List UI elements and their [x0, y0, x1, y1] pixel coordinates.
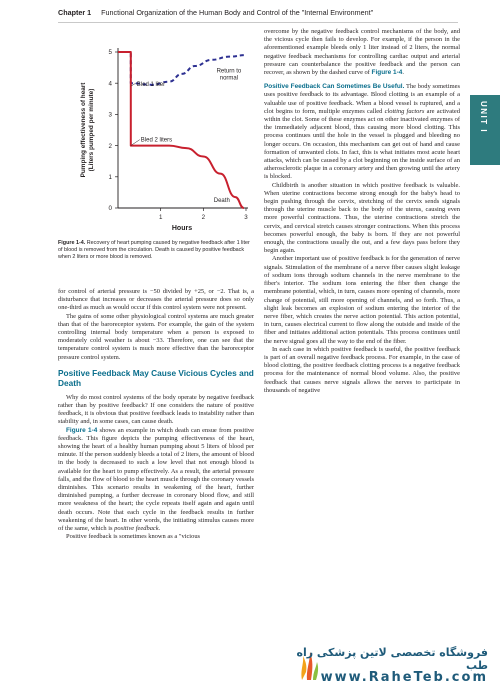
x-tick-label: 1 — [158, 214, 163, 221]
x-tick-label: 3 — [244, 214, 248, 221]
caption-label: Figure 1-4. — [58, 240, 86, 246]
unit-tab-label: UNIT I — [479, 101, 488, 134]
section-heading: Positive Feedback May Cause Vicious Cycles and Death — [58, 367, 254, 389]
annotation-return-2: normal — [219, 75, 239, 82]
left-para-5: Positive feedback is sometimes known as a "vicious — [66, 533, 201, 541]
chart-annotations — [131, 68, 242, 203]
x-axis-title: Hours — [171, 225, 193, 232]
left-para-4 — [58, 427, 254, 534]
annotation-bled-2: Bled 2 liters — [140, 137, 173, 144]
figure-link[interactable]: Figure 1-4 — [66, 426, 98, 434]
y-tick-label: 4 — [108, 80, 112, 88]
right-column — [264, 28, 460, 395]
right-para-1-a: overcome by the negative feedback control mechanisms of the body, and the vicious cycle then fails to develop. For example, if the person in the aforementioned example bleeds only 1 liter instead of 2 liters, the normal negative feedback mechanisms for controlling cardiac output and arterial pressure can counterbalance the positive feedback and the person can recover, as shown by the dashed curve of — [264, 28, 460, 77]
left-column — [58, 288, 254, 541]
watermark-footer — [290, 640, 500, 700]
header-rule — [58, 22, 458, 23]
y-tick-label: 2 — [108, 142, 112, 150]
right-para-1-b: . — [402, 69, 404, 77]
annotation-bled-1: Bled 1 liter — [136, 82, 166, 89]
left-para-3: Why do most control systems of the body operate by negative feedback rather than by positive feedback? If one considers the nature of positive feedback, it is obvious that positive feedback leads to instability rather than stability and, in some cases, can cause death. — [58, 393, 254, 426]
watermark-persian: فروشگاه تخصصی لاتین پزشکی راه طب — [296, 646, 488, 672]
chart-svg — [58, 28, 254, 238]
right-para-2-b: are activated within the clot. Some of these enzymes act on other inactivated enzymes of the immediately adjacent blood, thus causing more blood clotting. This process continues until the hole in the vessel is plugged and bleeding no longer occurs. On occasion, this mechanism can get out of hand and cause formation of unwanted clots. In fact, this is what initiates most acute heart attacks, which can be caused by a clot beginning on the inside surface of an atherosclerotic plaque in a coronary artery and then growing until the artery is blocked. — [264, 107, 460, 181]
right-para-1 — [264, 28, 460, 77]
left-para-4-body: shows an example in which death can ensue from positive feedback. This figure depicts the pumping effectiveness of the heart, showing the heart of a healthy human pumping about 5 liters of blood per minute. If the person suddenly bleeds a total of 2 liters, the amount of blood in the body is decreased to such a low level that not enough blood is available for the heart to pump effectively. As a result, the arterial pressure falls, and the flow of blood to the heart muscle through the coronary vessels diminishes. This scenario results in weakening of the heart, further diminished pumping, a further decrease in coronary blood flow, and still more weakness of the heart; the cycle repeats itself again and again until death occurs. Note that each cycle in the feedback results in further weakening of the heart. In other words, the initiating stimulus causes more of the same, which is — [58, 426, 254, 533]
unit-tab — [470, 95, 500, 165]
right-para-5: In each case in which positive feedback is useful, the positive feedback is part of an overall negative feedback process. For example, in the case of blood clotting, the positive feedback clotting process is a negative feedback process for the maintenance of normal blood volume. Also, the positive feedback that causes nerve signals allows the nerves to participate in thousands of negative — [264, 345, 460, 394]
y-axis-title: Pumping effectiveness of heart(Liters pumped per minute) — [80, 82, 95, 178]
runin-heading: Positive Feedback Can Sometimes Be Useful. — [264, 83, 405, 91]
figure-chart — [58, 28, 254, 238]
left-para-2: The gains of some other physiological control systems are much greater than that of the baroreceptor system. For example, the gain of the system controlling internal body temperature when a person is exposed to moderately cold weather is about −33. Therefore, one can see that the temperature control system is much more effective than the baroreceptor pressure control system. — [58, 312, 254, 361]
chapter-label: Chapter 1 — [58, 8, 92, 17]
right-para-2 — [264, 83, 460, 181]
left-para-4-emphasis: positive feedback. — [114, 525, 161, 533]
y-tick-label: 0 — [108, 205, 112, 213]
caption-text: Recovery of heart pumping caused by negative feedback after 1 liter of blood is removed from the circulation. Death is caused by positive feedback when 2 liters or more blood is removed. — [58, 240, 250, 260]
annotation-return-1: Return to — [216, 68, 242, 75]
y-tick-label: 1 — [108, 174, 112, 181]
annotation-death: Death — [213, 197, 230, 204]
right-para-2-emphasis: clotting factors — [384, 107, 425, 115]
chapter-title: Functional Organization of the Human Body and Control of the "Internal Environment" — [101, 8, 374, 17]
x-tick-label: 2 — [201, 214, 206, 221]
y-tick-label: 3 — [108, 111, 112, 119]
left-para-1: for control of arterial pressure is −50 divided by +25, or −2. That is, a disturbance that increases or decreases the arterial pressure does so only one-third as much as would occur if this control system were not present. — [58, 288, 254, 312]
y-tick-label: 5 — [108, 49, 112, 57]
right-para-4: Another important use of positive feedback is for the generation of nerve signals. Stimulation of the membrane of a nerve fiber causes slight leakage of sodium ions through sodium channels in the nerve membrane to the fiber's interior. The sodium ions entering the fiber then change the membrane potential, which, in turn, causes more opening of channels, more change of potential, still more opening of channels, and so forth. Thus, a slight leak becomes an explosion of sodium entering the interior of the nerve fiber, which creates the nerve action potential. This action potential, in turn, causes electrical current to flow along the outside and inside of the fiber and initiates additional action potentials. This process continues until the nerve signal goes all the way to the end of the fiber. — [264, 255, 460, 345]
figure-link-2[interactable]: Figure 1-4 — [371, 69, 403, 77]
figure-caption — [58, 240, 254, 260]
right-para-3: Childbirth is another situation in which positive feedback is valuable. When uterine contractions become strong enough for the baby's head to begin pushing through the cervix, stretching of the cervix sends signals through the uterine muscle back to the body of the uterus, causing even more powerful contractions. Thus, the uterine contractions stretch the cervix, and cervical stretch causes stronger contractions. When this process becomes powerful enough, the baby is born. If they are not powerful enough, the contractions usually die out, and a few days pass before they begin again. — [264, 181, 460, 255]
right-para-2-a: The body sometimes uses positive feedback to its advantage. Blood clotting is an example of a valuable use of positive feedback. When a blood vessel is ruptured, and a clot begins to form, multiple enzymes called — [264, 83, 460, 115]
watermark-url[interactable]: www.RaheTeb.com — [320, 670, 488, 685]
